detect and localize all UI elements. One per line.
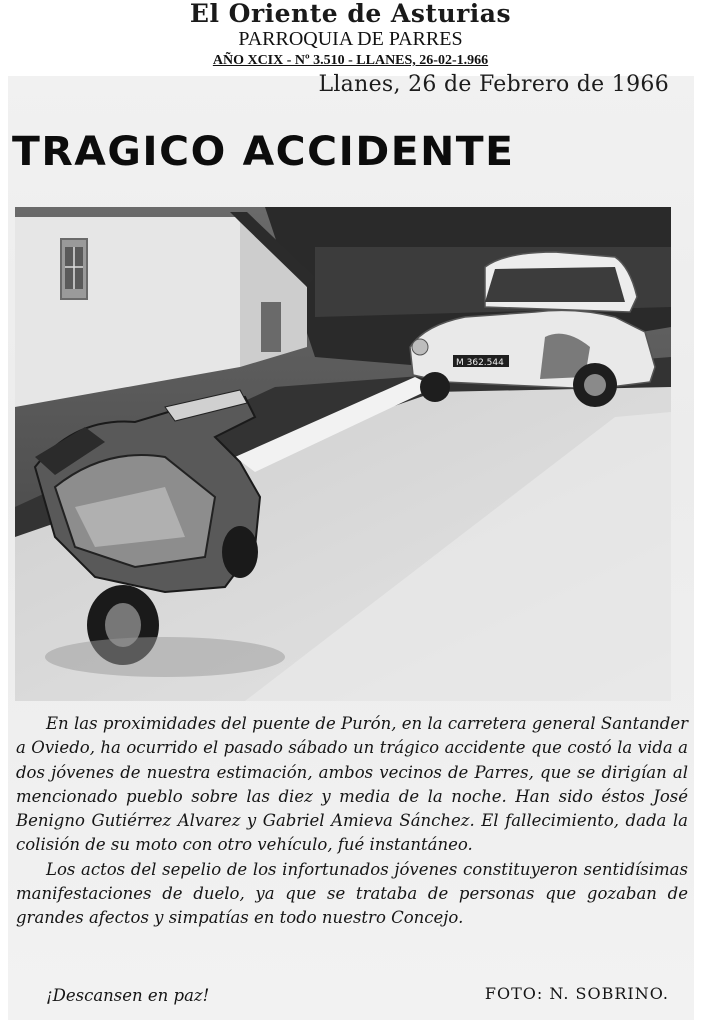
accident-photo (15, 207, 671, 701)
paragraph-2: Los actos del sepelio de los infortunados jóvenes constituyeron sentidísimas manifestaciones de duelo, ya que se trataba de personas que gozaban de grandes afectos y simpatías en todo nuestro Concejo. (16, 859, 688, 928)
dateline: Llanes, 26 de Febrero de 1966 (318, 72, 669, 97)
photo-credit: FOTO: N. SOBRINO. (484, 984, 669, 1003)
newspaper-name: El Oriente de Asturias (189, 0, 512, 28)
parish-title: PARROQUIA DE PARRES (238, 28, 463, 50)
license-plate: M 362.544 (456, 358, 504, 368)
article-body (16, 712, 688, 931)
issue-line (0, 52, 701, 70)
issue-text: AÑO XCIX - Nº 3.510 - LLANES, 26-02-1.966 (212, 53, 489, 68)
paragraph-1: En las proximidades del puente de Purón, en la carretera general Santander a Oviedo, ha ocurrido el pasado sábado un trágico accidente que costó la vida a dos jóvenes de nuestra estimación, ambos vecinos de Parres, que se dirigían al mencionado pueblo sobre las diez y media de la noche. Han sido éstos José Benigno Gutiérrez Alvarez y Gabriel Amieva Sánchez. El fallecimiento, dada la colisión de su moto con otro vehículo, fué instantáneo. (16, 714, 688, 855)
headline: TRAGICO ACCIDENTE (12, 129, 515, 175)
closing-line: ¡Descansen en paz! (46, 986, 210, 1005)
accident-photo-illustration (15, 207, 671, 701)
